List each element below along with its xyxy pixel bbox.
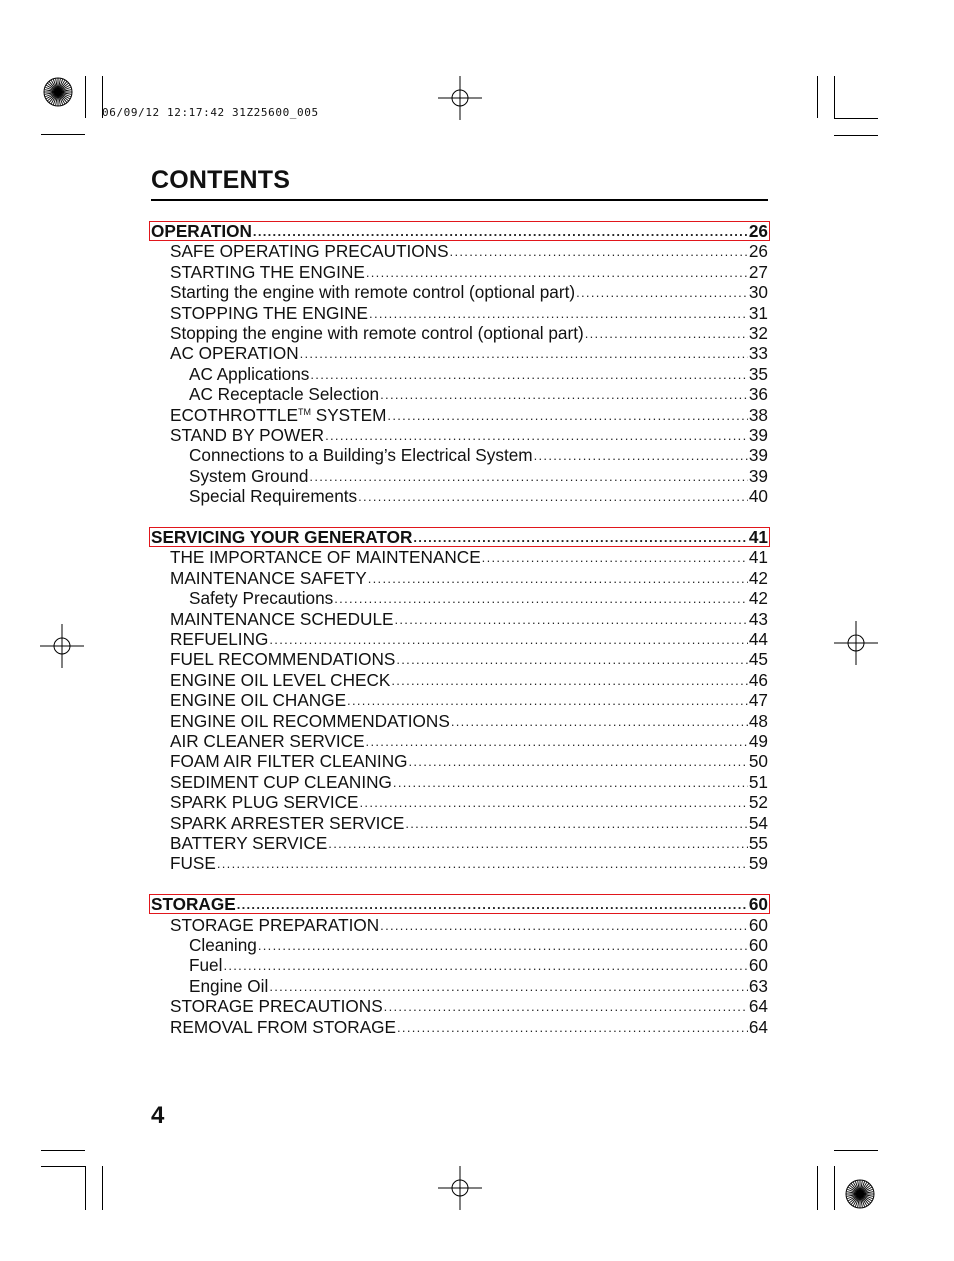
toc-entry[interactable] bbox=[151, 813, 768, 833]
toc-entry-text: Engine Oil bbox=[189, 975, 269, 996]
crop-line bbox=[85, 76, 86, 118]
toc-entry-title bbox=[170, 425, 324, 445]
toc-entry-text: AC Receptacle Selection bbox=[189, 384, 380, 405]
toc-entry[interactable] bbox=[151, 445, 768, 465]
dot-leader bbox=[310, 366, 747, 384]
toc-entry-text: SPARK PLUG SERVICE bbox=[170, 792, 359, 813]
toc-entry-title bbox=[170, 833, 327, 853]
toc-page-number: 43 bbox=[748, 608, 768, 629]
toc-entry[interactable] bbox=[151, 731, 768, 751]
dot-leader bbox=[394, 611, 747, 629]
registration-mark-icon bbox=[834, 621, 878, 665]
toc-entry-text: REFUELING bbox=[170, 629, 269, 649]
toc-entry[interactable] bbox=[151, 955, 768, 975]
toc-entry-title bbox=[170, 241, 449, 261]
dot-leader bbox=[325, 427, 748, 445]
dot-leader bbox=[328, 835, 748, 853]
toc-entry-title bbox=[170, 711, 450, 731]
toc-entry-title bbox=[170, 343, 299, 363]
toc-entry-text: ECOTHROTTLE bbox=[170, 404, 298, 425]
toc-entry[interactable] bbox=[151, 772, 768, 792]
crop-line bbox=[834, 1166, 835, 1210]
registration-mark-icon bbox=[438, 76, 482, 120]
toc-entry[interactable] bbox=[151, 996, 768, 1016]
toc-entry-text: REMOVAL FROM STORAGE bbox=[170, 1016, 397, 1037]
dot-leader bbox=[393, 774, 748, 792]
toc-page-number: 39 bbox=[748, 445, 768, 466]
toc-entry[interactable] bbox=[151, 976, 768, 996]
toc-entry[interactable] bbox=[151, 711, 768, 731]
toc-page-number: 48 bbox=[748, 710, 768, 731]
dot-leader bbox=[347, 692, 748, 710]
toc-entry[interactable] bbox=[151, 935, 768, 955]
title-rule bbox=[151, 199, 768, 201]
toc-section-heading[interactable] bbox=[151, 221, 768, 241]
toc-page-number: 54 bbox=[748, 812, 768, 833]
toc-entry-text: System Ground bbox=[189, 465, 309, 486]
toc-page-number: 26 bbox=[748, 221, 768, 241]
toc-page-number: 32 bbox=[748, 323, 768, 343]
dot-leader bbox=[300, 345, 748, 363]
toc-entry-title bbox=[170, 402, 386, 425]
toc-entry-text: AC OPERATION bbox=[170, 343, 299, 364]
toc-page-number: 59 bbox=[748, 853, 768, 874]
dot-leader bbox=[450, 243, 748, 261]
toc-page-number: 64 bbox=[748, 1016, 768, 1037]
toc-entry-text: AIR CLEANER SERVICE bbox=[170, 731, 365, 751]
toc-page-number: 60 bbox=[748, 894, 768, 915]
crop-line bbox=[834, 135, 878, 136]
toc-entry-text: MAINTENANCE SCHEDULE bbox=[170, 608, 394, 629]
toc-entry[interactable] bbox=[151, 405, 768, 425]
toc-page-number: 60 bbox=[748, 955, 768, 976]
toc-page-number: 47 bbox=[748, 690, 768, 711]
dot-leader bbox=[237, 896, 748, 914]
print-stamp: 06/09/12 12:17:42 31Z25600_005 bbox=[102, 106, 319, 119]
toc-entry-text: STORAGE PRECAUTIONS bbox=[170, 996, 383, 1017]
toc-page-number: 42 bbox=[748, 567, 768, 588]
toc-page-number: 41 bbox=[748, 547, 768, 568]
dot-leader bbox=[253, 223, 748, 241]
toc-page-number: 41 bbox=[748, 527, 768, 547]
toc-entry[interactable] bbox=[151, 629, 768, 649]
toc-entry[interactable] bbox=[151, 364, 768, 384]
toc-entry[interactable] bbox=[151, 568, 768, 588]
toc-entry-title bbox=[170, 751, 407, 771]
toc-entry-text: MAINTENANCE SAFETY bbox=[170, 567, 367, 588]
toc-entry[interactable] bbox=[151, 751, 768, 771]
toc-entry-text: OPERATION bbox=[151, 221, 252, 241]
toc-page-number: 26 bbox=[748, 241, 768, 262]
toc-entry[interactable] bbox=[151, 915, 768, 935]
toc-entry-text: SPARK ARRESTER SERVICE bbox=[170, 812, 405, 833]
toc-entry-text: FUSE bbox=[170, 853, 216, 874]
toc-entry-text: STARTING THE ENGINE bbox=[170, 261, 365, 282]
toc-entry-text: ENGINE OIL RECOMMENDATIONS bbox=[170, 710, 450, 731]
crop-line bbox=[834, 1150, 878, 1151]
toc-entry-title bbox=[151, 527, 412, 547]
crop-line bbox=[834, 76, 835, 118]
toc-page-number: 42 bbox=[748, 588, 768, 609]
toc-entry[interactable] bbox=[151, 792, 768, 812]
toc-entry-title bbox=[170, 609, 393, 629]
toc-entry-title bbox=[189, 955, 222, 975]
toc-entry-text: ENGINE OIL LEVEL CHECK bbox=[170, 669, 391, 690]
toc-entry-title bbox=[189, 486, 357, 506]
dot-leader bbox=[269, 978, 748, 996]
toc-entry-title bbox=[170, 547, 481, 567]
toc-entry[interactable] bbox=[151, 425, 768, 445]
toc-page-number: 55 bbox=[748, 833, 768, 853]
toc-page-number: 45 bbox=[748, 649, 768, 670]
toc-entry-title bbox=[170, 262, 365, 282]
registration-mark-icon bbox=[438, 1166, 482, 1210]
toc-entry-title bbox=[189, 588, 333, 608]
toc-entry-title bbox=[189, 364, 309, 384]
toc-page-number: 33 bbox=[748, 343, 768, 364]
toc-entry-text: Special Requirements bbox=[189, 486, 358, 507]
toc-entry-title bbox=[170, 772, 392, 792]
toc-entry-text: STORAGE PREPARATION bbox=[170, 914, 380, 935]
toc-entry-text: FUEL RECOMMENDATIONS bbox=[170, 649, 396, 670]
toc-entry-title bbox=[189, 445, 533, 465]
toc-entry-title bbox=[170, 690, 346, 710]
toc-entry[interactable] bbox=[151, 282, 768, 302]
dot-leader bbox=[380, 917, 748, 935]
toc-entry-title bbox=[170, 996, 383, 1016]
toc-entry-title bbox=[170, 792, 359, 812]
toc-entry-text-suffix: SYSTEM bbox=[310, 404, 387, 425]
toc-entry-title bbox=[189, 935, 257, 955]
dot-leader bbox=[334, 590, 748, 608]
registration-mark-icon bbox=[40, 624, 84, 668]
toc-entry[interactable] bbox=[151, 466, 768, 486]
dot-leader bbox=[534, 447, 748, 465]
toc-entry[interactable] bbox=[151, 486, 768, 506]
toc-entry-title bbox=[170, 282, 575, 302]
toc-entry-title bbox=[189, 466, 308, 486]
dot-leader bbox=[451, 713, 748, 731]
toc-section-heading[interactable] bbox=[151, 894, 768, 914]
starburst-mark-icon bbox=[43, 77, 73, 107]
toc-page-number: 63 bbox=[748, 975, 768, 996]
toc-page-number: 51 bbox=[748, 771, 768, 792]
crop-line bbox=[41, 1166, 85, 1167]
toc-page-number: 39 bbox=[748, 425, 768, 445]
toc-entry-title bbox=[151, 221, 252, 241]
toc-entry[interactable] bbox=[151, 323, 768, 343]
dot-leader bbox=[387, 407, 747, 425]
trademark-symbol: TM bbox=[297, 406, 311, 417]
dot-leader bbox=[309, 468, 747, 486]
dot-leader bbox=[217, 855, 748, 873]
crop-line bbox=[85, 1166, 86, 1210]
toc-entry-text: STOPPING THE ENGINE bbox=[170, 302, 369, 323]
toc-entry-title bbox=[170, 568, 367, 588]
toc-entry-text: Starting the engine with remote control (optional part) bbox=[170, 282, 576, 303]
toc-page-number: 60 bbox=[748, 914, 768, 935]
dot-leader bbox=[413, 529, 748, 547]
toc-entry-title bbox=[170, 915, 379, 935]
toc-entry-text: Fuel bbox=[189, 955, 223, 976]
dot-leader bbox=[576, 284, 748, 302]
toc-entry-title bbox=[170, 303, 368, 323]
toc-entry[interactable] bbox=[151, 262, 768, 282]
toc-page-number: 40 bbox=[748, 486, 768, 507]
dot-leader bbox=[369, 305, 748, 323]
starburst-mark-icon bbox=[845, 1179, 875, 1209]
dot-leader bbox=[258, 937, 748, 955]
toc-entry-text: SAFE OPERATING PRECAUTIONS bbox=[170, 241, 449, 262]
toc-entry-text: Stopping the engine with remote control (optional part) bbox=[170, 323, 584, 343]
dot-leader bbox=[368, 570, 748, 588]
toc-entry-text: ENGINE OIL CHANGE bbox=[170, 690, 347, 711]
page-number: 4 bbox=[151, 1102, 165, 1129]
toc-entry-title bbox=[170, 629, 268, 649]
dot-leader bbox=[380, 386, 748, 404]
toc-entry-text: Safety Precautions bbox=[189, 588, 334, 609]
toc-entry-title bbox=[170, 853, 216, 873]
toc-entry-text: STORAGE bbox=[151, 894, 236, 915]
toc-page-number: 27 bbox=[748, 261, 768, 282]
toc-entry-text: SEDIMENT CUP CLEANING bbox=[170, 771, 392, 792]
dot-leader bbox=[384, 998, 748, 1016]
dot-leader bbox=[408, 753, 747, 771]
dot-leader bbox=[405, 815, 748, 833]
toc-entry-title bbox=[170, 1017, 396, 1037]
crop-line bbox=[41, 134, 85, 135]
toc-entry-title bbox=[189, 976, 268, 996]
toc-entry-text: BATTERY SERVICE bbox=[170, 833, 328, 853]
toc-entry-title bbox=[170, 813, 404, 833]
toc-page-number: 36 bbox=[748, 384, 768, 405]
crop-line bbox=[817, 76, 818, 118]
crop-line bbox=[834, 118, 878, 119]
toc-section-heading[interactable] bbox=[151, 527, 768, 547]
dot-leader bbox=[358, 488, 748, 506]
dot-leader bbox=[366, 733, 748, 751]
toc-entry[interactable] bbox=[151, 609, 768, 629]
toc-entry-title bbox=[151, 894, 236, 914]
toc-entry-text: STAND BY POWER bbox=[170, 425, 325, 445]
toc-entry-title bbox=[170, 731, 365, 751]
toc-entry[interactable] bbox=[151, 241, 768, 261]
page-title: CONTENTS bbox=[151, 166, 291, 194]
toc-page-number: 46 bbox=[748, 669, 768, 690]
toc-entry[interactable] bbox=[151, 1017, 768, 1037]
dot-leader bbox=[391, 672, 748, 690]
toc-entry-title bbox=[170, 670, 390, 690]
toc-entry-text: THE IMPORTANCE OF MAINTENANCE bbox=[170, 547, 481, 568]
toc-entry[interactable] bbox=[151, 833, 768, 853]
crop-line bbox=[41, 1150, 85, 1151]
toc-page-number: 30 bbox=[748, 282, 768, 303]
toc-page-number: 35 bbox=[748, 363, 768, 384]
dot-leader bbox=[396, 651, 748, 669]
dot-leader bbox=[397, 1019, 748, 1037]
toc-page-number: 60 bbox=[748, 935, 768, 955]
toc-page-number: 39 bbox=[748, 465, 768, 486]
toc-page-number: 38 bbox=[748, 404, 768, 425]
toc-entry[interactable] bbox=[151, 649, 768, 669]
dot-leader bbox=[585, 325, 748, 343]
toc-page-number: 49 bbox=[748, 731, 768, 751]
toc-page-number: 44 bbox=[748, 629, 768, 649]
toc-entry-title bbox=[170, 323, 584, 343]
dot-leader bbox=[366, 264, 748, 282]
dot-leader bbox=[223, 957, 747, 975]
toc-entry-text: SERVICING YOUR GENERATOR bbox=[151, 527, 413, 547]
toc-page-number: 31 bbox=[748, 302, 768, 323]
toc-entry[interactable] bbox=[151, 547, 768, 567]
toc-entry-text: Cleaning bbox=[189, 935, 257, 955]
toc-entry[interactable] bbox=[151, 303, 768, 323]
dot-leader bbox=[360, 794, 748, 812]
toc-entry[interactable] bbox=[151, 853, 768, 873]
toc-entry[interactable] bbox=[151, 588, 768, 608]
toc-entry[interactable] bbox=[151, 343, 768, 363]
dot-leader bbox=[269, 631, 748, 649]
toc-entry-title bbox=[170, 649, 395, 669]
toc-page-number: 50 bbox=[748, 751, 768, 772]
toc-entry-text: FOAM AIR FILTER CLEANING bbox=[170, 751, 408, 772]
toc-entry[interactable] bbox=[151, 670, 768, 690]
toc-page-number: 64 bbox=[748, 996, 768, 1017]
dot-leader bbox=[482, 549, 748, 567]
toc-page-number: 52 bbox=[748, 792, 768, 813]
toc-entry-text: AC Applications bbox=[189, 363, 310, 384]
crop-line bbox=[817, 1166, 818, 1210]
crop-line bbox=[102, 1166, 103, 1210]
toc-entry-text: Connections to a Building’s Electrical System bbox=[189, 445, 533, 466]
toc-entry[interactable] bbox=[151, 690, 768, 710]
